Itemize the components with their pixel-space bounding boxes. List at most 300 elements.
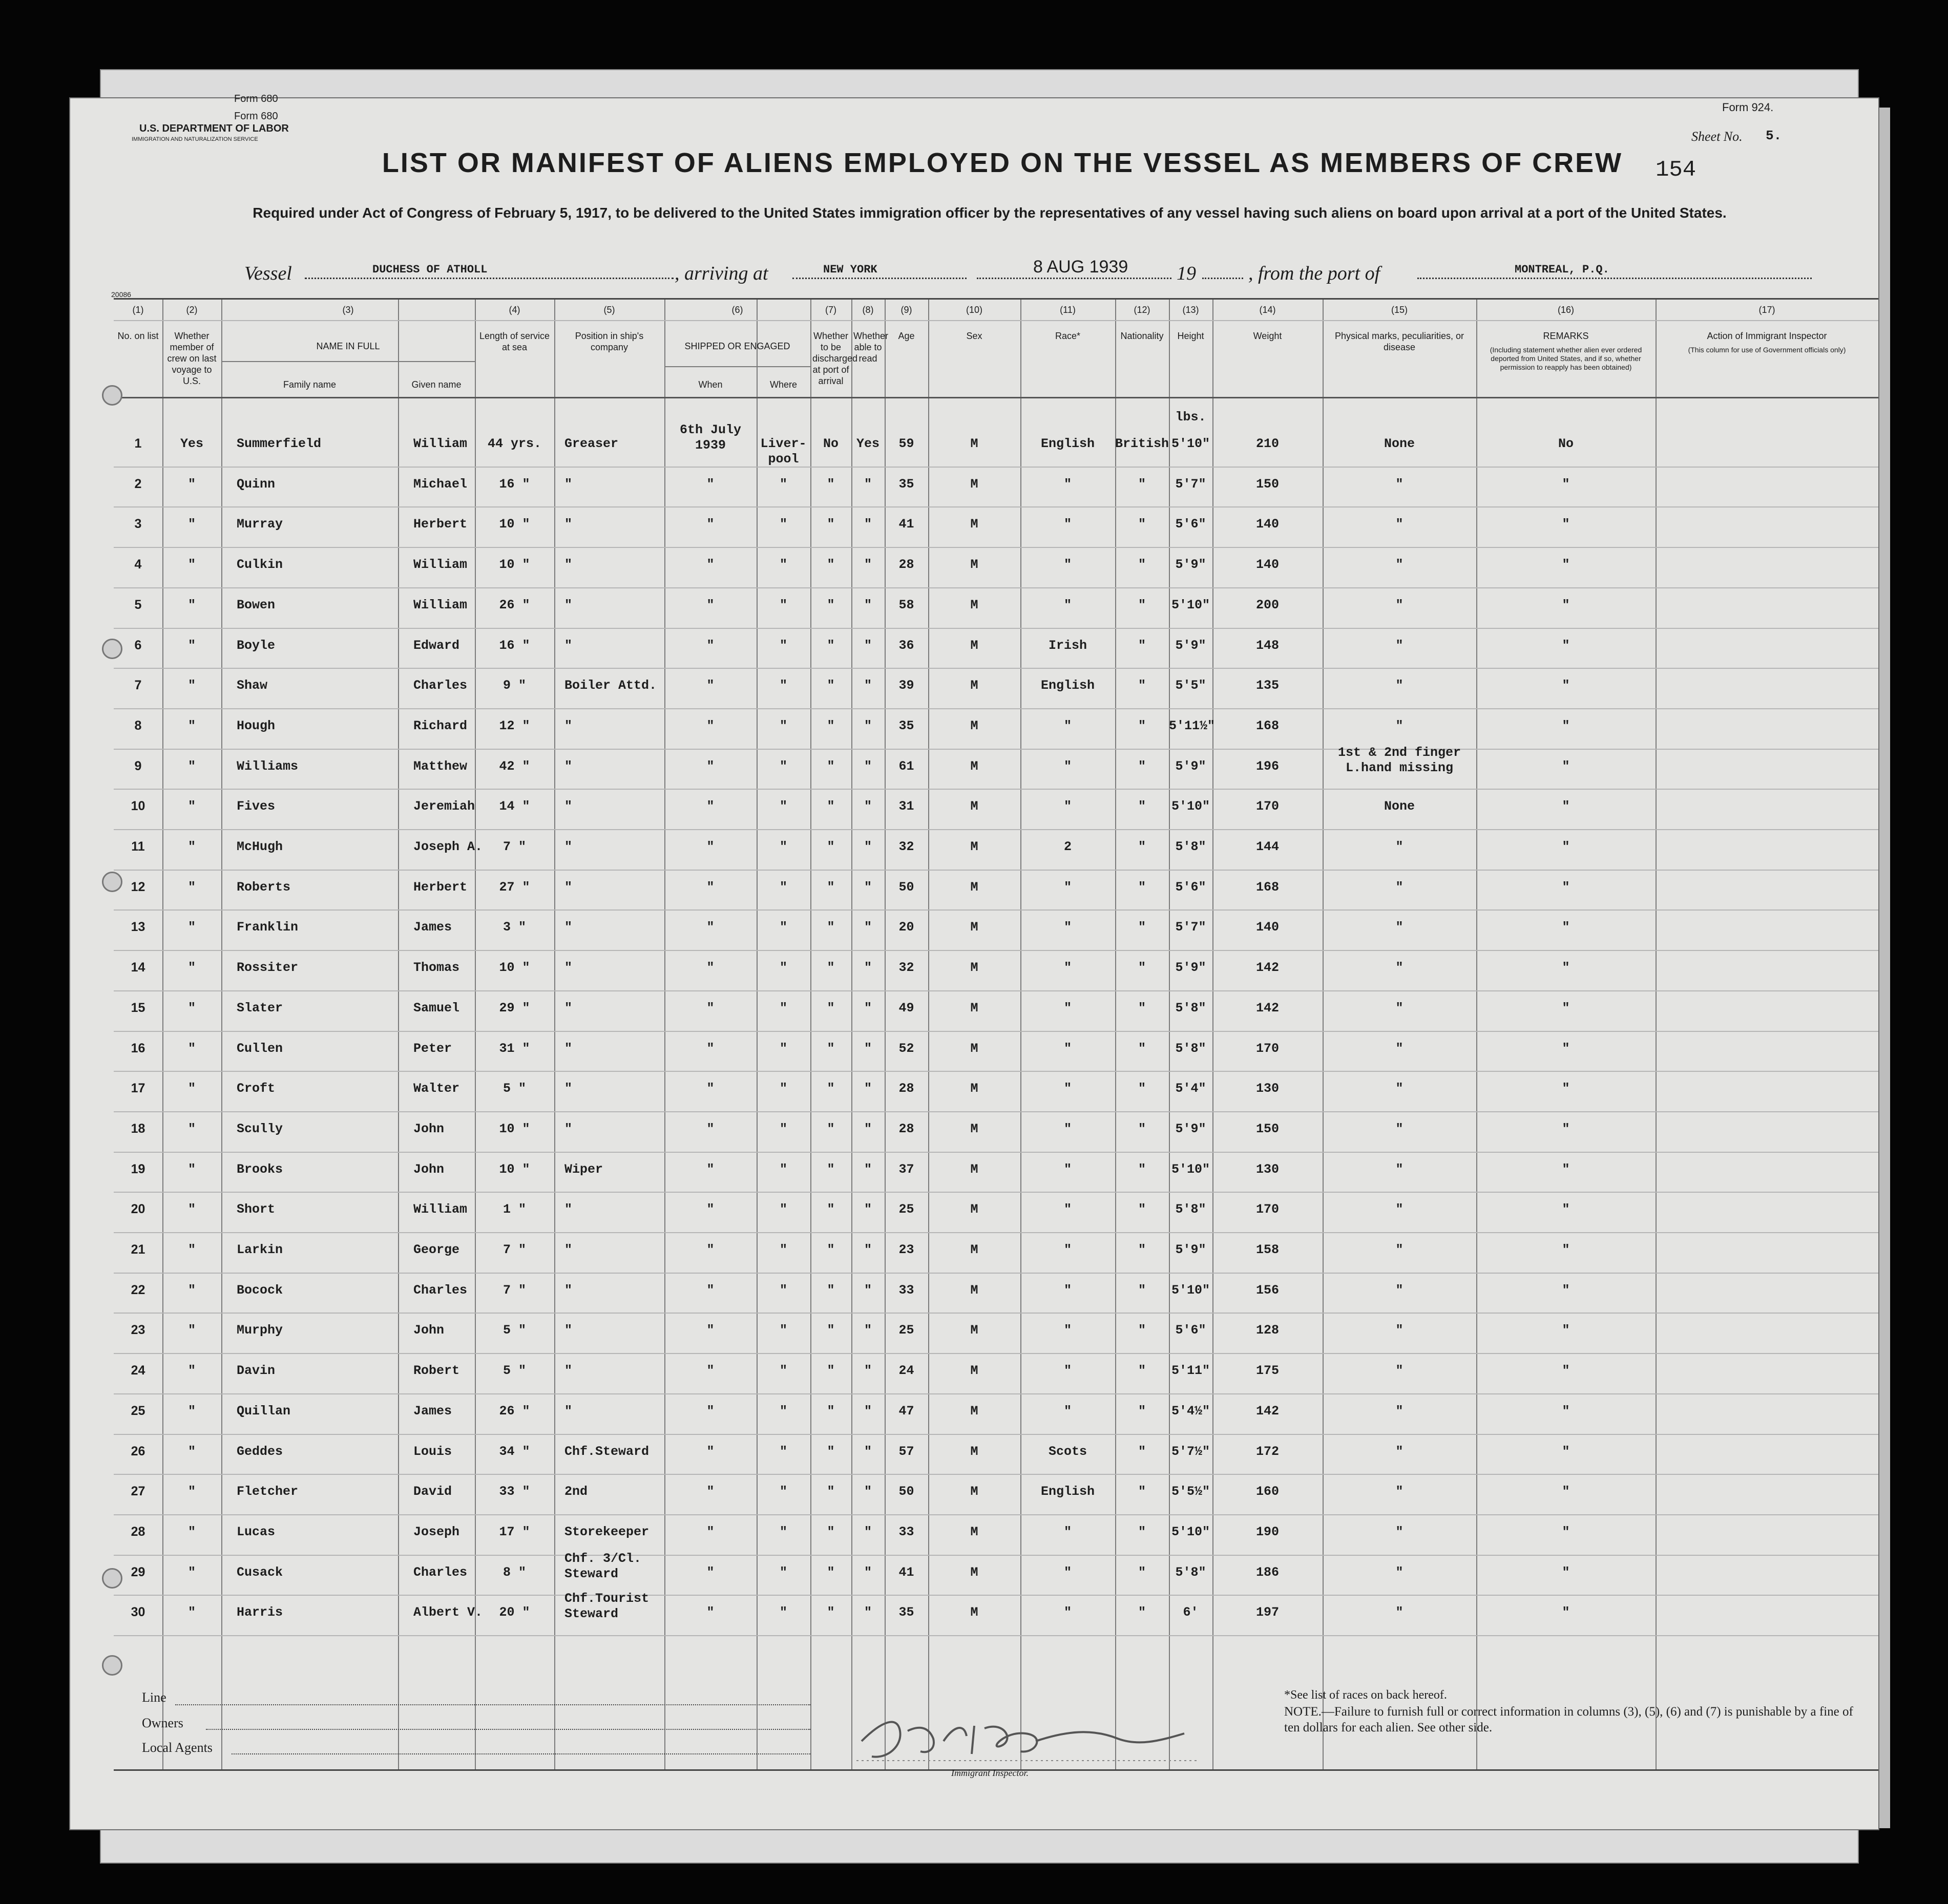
cell-position: " bbox=[564, 1403, 573, 1419]
date-stamp: 8 AUG 1939 bbox=[1033, 257, 1128, 277]
cell-nationality: " bbox=[1138, 879, 1146, 895]
cell-service: 10 " bbox=[499, 517, 530, 532]
cell-family: Hough bbox=[237, 718, 276, 733]
cell-weight: 172 bbox=[1255, 1444, 1279, 1459]
cell-where: " bbox=[779, 1081, 787, 1096]
cell-sex: M bbox=[970, 597, 978, 612]
cell-weight: 142 bbox=[1255, 1403, 1279, 1419]
cell-no: 16 bbox=[131, 1041, 145, 1055]
column-header-c9: Age bbox=[898, 331, 915, 341]
column-header-c7: Whether to be discharged at port of arrival bbox=[812, 331, 858, 386]
cell-race: " bbox=[1063, 1000, 1072, 1016]
cell-discharged: " bbox=[827, 1323, 835, 1338]
table-row bbox=[114, 1514, 1878, 1515]
table-row bbox=[114, 506, 1878, 507]
cell-when: " bbox=[706, 1363, 715, 1379]
cell-height: 5'6" bbox=[1175, 1323, 1206, 1338]
cell-crew: " bbox=[187, 1484, 196, 1499]
column-number-c4: (4) bbox=[509, 305, 520, 315]
cell-crew: " bbox=[187, 839, 196, 854]
cell-height: 5'4" bbox=[1175, 1081, 1206, 1096]
cell-position: " bbox=[564, 1081, 573, 1096]
cell-where: " bbox=[779, 1161, 787, 1177]
cell-read: " bbox=[864, 517, 872, 532]
cell-crew: " bbox=[187, 879, 196, 895]
cell-marks: " bbox=[1395, 1564, 1404, 1580]
cell-given: Charles bbox=[413, 1564, 468, 1580]
table-row bbox=[114, 708, 1878, 709]
cell-nationality: " bbox=[1138, 1403, 1146, 1419]
cell-marks: " bbox=[1395, 597, 1404, 612]
cell-nationality: " bbox=[1138, 1202, 1146, 1217]
cell-age: 61 bbox=[898, 758, 914, 774]
punch-hole bbox=[102, 872, 122, 892]
cell-marks: " bbox=[1395, 879, 1404, 895]
cell-given: Jeremiah bbox=[413, 799, 475, 814]
cell-no: 24 bbox=[131, 1363, 145, 1378]
cell-age: 35 bbox=[898, 1605, 914, 1620]
cell-when: " bbox=[706, 1121, 715, 1136]
column-header-c11: Race* bbox=[1055, 331, 1081, 341]
cell-family: Summerfield bbox=[237, 436, 322, 451]
cell-weight: 130 bbox=[1255, 1161, 1279, 1177]
cell-position: Boiler Attd. bbox=[564, 678, 657, 693]
cell-read: " bbox=[864, 718, 872, 733]
cell-discharged: " bbox=[827, 1242, 835, 1257]
cell-read: " bbox=[864, 960, 872, 976]
cell-age: 35 bbox=[898, 718, 914, 733]
cell-height: 5'9" bbox=[1175, 638, 1206, 653]
cell-nationality: " bbox=[1138, 678, 1146, 693]
cell-age: 28 bbox=[898, 1121, 914, 1136]
cell-where: " bbox=[779, 1564, 787, 1580]
cell-no: 20 bbox=[131, 1202, 145, 1217]
cell-no: 15 bbox=[131, 1000, 145, 1015]
column-number-c8: (8) bbox=[862, 305, 874, 315]
cell-position: " bbox=[564, 597, 573, 612]
cell-race: " bbox=[1063, 920, 1072, 935]
cell-remarks: " bbox=[1562, 557, 1570, 573]
cell-remarks: " bbox=[1562, 758, 1570, 774]
cell-service: 10 " bbox=[499, 1161, 530, 1177]
cell-nationality: British bbox=[1115, 436, 1169, 451]
cell-where: " bbox=[779, 597, 787, 612]
cell-race: " bbox=[1063, 597, 1072, 612]
cell-height: 6' bbox=[1183, 1605, 1199, 1620]
cell-read: " bbox=[864, 638, 872, 653]
cell-marks: " bbox=[1395, 638, 1404, 653]
cell-remarks: " bbox=[1562, 1363, 1570, 1379]
cell-discharged: " bbox=[827, 1444, 835, 1459]
cell-race: 2 bbox=[1063, 839, 1072, 854]
cell-family: McHugh bbox=[237, 839, 283, 854]
cell-height: 5'10" bbox=[1171, 436, 1210, 451]
cell-age: 25 bbox=[898, 1323, 914, 1338]
cell-read: " bbox=[864, 557, 872, 573]
cell-where: " bbox=[779, 1242, 787, 1257]
cell-where: " bbox=[779, 1323, 787, 1338]
cell-family: Culkin bbox=[237, 557, 283, 573]
column-number-c2: (2) bbox=[186, 305, 198, 315]
column-number-c13: (13) bbox=[1182, 305, 1199, 315]
cell-height: 5'8" bbox=[1175, 1000, 1206, 1016]
cell-family: Roberts bbox=[237, 879, 291, 895]
cell-nationality: " bbox=[1138, 1282, 1146, 1298]
cell-marks: " bbox=[1395, 1484, 1404, 1499]
cell-no: 9 bbox=[134, 758, 142, 773]
cell-given: Michael bbox=[413, 476, 468, 492]
cell-nationality: " bbox=[1138, 718, 1146, 733]
cell-read: Yes bbox=[856, 436, 879, 451]
year-label: 19 bbox=[1177, 263, 1196, 284]
cell-no: 7 bbox=[134, 678, 142, 693]
cell-no: 5 bbox=[134, 597, 142, 612]
table-row bbox=[114, 1353, 1878, 1354]
cell-remarks: " bbox=[1562, 1041, 1570, 1056]
when-header: When bbox=[698, 379, 723, 390]
cell-nationality: " bbox=[1138, 839, 1146, 854]
cell-discharged: " bbox=[827, 799, 835, 814]
cell-where: " bbox=[779, 758, 787, 774]
cell-sex: M bbox=[970, 1444, 978, 1459]
cell-discharged: " bbox=[827, 638, 835, 653]
cell-sex: M bbox=[970, 517, 978, 532]
cell-remarks: " bbox=[1562, 718, 1570, 733]
cell-height: 5'8" bbox=[1175, 1564, 1206, 1580]
cell-height: 5'10" bbox=[1171, 597, 1210, 612]
cell-weight: 142 bbox=[1255, 960, 1279, 976]
cell-nationality: " bbox=[1138, 1000, 1146, 1016]
cell-marks: None bbox=[1384, 436, 1415, 451]
cell-no: 29 bbox=[131, 1564, 145, 1579]
cell-given: Matthew bbox=[413, 758, 468, 774]
cell-when: " bbox=[706, 517, 715, 532]
cell-weight: 170 bbox=[1255, 1041, 1279, 1056]
cell-sex: M bbox=[970, 1121, 978, 1136]
cell-no: 27 bbox=[131, 1484, 145, 1499]
table-row bbox=[114, 1474, 1878, 1475]
table-row bbox=[114, 749, 1878, 750]
cell-marks: " bbox=[1395, 1202, 1404, 1217]
cell-no: 17 bbox=[131, 1081, 145, 1096]
cell-service: 33 " bbox=[499, 1484, 530, 1499]
cell-position: Chf.Tourist Steward bbox=[564, 1591, 650, 1622]
cell-weight: 196 bbox=[1255, 758, 1279, 774]
cell-crew: " bbox=[187, 1282, 196, 1298]
cell-read: " bbox=[864, 1363, 872, 1379]
cell-family: Fives bbox=[237, 799, 276, 814]
cell-height: 5'11" bbox=[1171, 1363, 1210, 1379]
cell-when: " bbox=[706, 1000, 715, 1016]
table-row bbox=[114, 1595, 1878, 1596]
required-statement: Required under Act of Congress of February 5, 1917, to be delivered to the United States immigration officer by the representatives of any vessel having such aliens on board upon arrival at a port of the United States. bbox=[253, 205, 1727, 221]
cell-race: Irish bbox=[1048, 638, 1087, 653]
cell-read: " bbox=[864, 879, 872, 895]
cell-race: " bbox=[1063, 718, 1072, 733]
cell-read: " bbox=[864, 1605, 872, 1620]
cell-age: 41 bbox=[898, 1564, 914, 1580]
cell-crew: " bbox=[187, 960, 196, 976]
cell-race: " bbox=[1063, 476, 1072, 492]
cell-service: 3 " bbox=[502, 920, 526, 935]
cell-service: 44 yrs. bbox=[487, 436, 542, 451]
cell-where: " bbox=[779, 1403, 787, 1419]
cell-when: " bbox=[706, 718, 715, 733]
table-row bbox=[114, 1031, 1878, 1032]
cell-service: 7 " bbox=[502, 1282, 526, 1298]
cell-no: 19 bbox=[131, 1161, 145, 1176]
cell-given: Robert bbox=[413, 1363, 460, 1379]
cell-where: " bbox=[779, 517, 787, 532]
cell-when: " bbox=[706, 1323, 715, 1338]
cell-sex: M bbox=[970, 839, 978, 854]
cell-family: Rossiter bbox=[237, 960, 299, 976]
cell-age: 49 bbox=[898, 1000, 914, 1016]
cell-no: 12 bbox=[131, 879, 145, 894]
cell-age: 59 bbox=[898, 436, 914, 451]
cell-discharged: " bbox=[827, 1161, 835, 1177]
column-number-c14: (14) bbox=[1259, 305, 1276, 315]
cell-service: 31 " bbox=[499, 1041, 530, 1056]
stamp-code: 20086 bbox=[111, 290, 131, 299]
cell-weight: 210 bbox=[1255, 436, 1279, 451]
arriving-label: , arriving at bbox=[675, 263, 768, 284]
cell-race: Scots bbox=[1048, 1444, 1087, 1459]
cell-position: Chf.Steward bbox=[564, 1444, 650, 1459]
cell-crew: " bbox=[187, 1242, 196, 1257]
cell-remarks: " bbox=[1562, 678, 1570, 693]
cell-when: " bbox=[706, 1081, 715, 1096]
cell-marks: " bbox=[1395, 1000, 1404, 1016]
cell-read: " bbox=[864, 1041, 872, 1056]
cell-read: " bbox=[864, 758, 872, 774]
cell-marks: " bbox=[1395, 517, 1404, 532]
cell-weight: 197 bbox=[1255, 1605, 1279, 1620]
cell-marks: " bbox=[1395, 1323, 1404, 1338]
cell-family: Cullen bbox=[237, 1041, 283, 1056]
cell-service: 42 " bbox=[499, 758, 530, 774]
cell-service: 10 " bbox=[499, 960, 530, 976]
cell-read: " bbox=[864, 799, 872, 814]
cell-position: " bbox=[564, 1363, 573, 1379]
given-name-header: Given name bbox=[411, 379, 462, 390]
cell-weight: 160 bbox=[1255, 1484, 1279, 1499]
cell-discharged: " bbox=[827, 678, 835, 693]
form-number-right: Form 924. bbox=[1722, 101, 1774, 114]
cell-age: 50 bbox=[898, 1484, 914, 1499]
cell-given: Peter bbox=[413, 1041, 452, 1056]
cell-age: 23 bbox=[898, 1242, 914, 1257]
cell-age: 41 bbox=[898, 517, 914, 532]
cell-race: " bbox=[1063, 1403, 1072, 1419]
cell-given: Joseph A. bbox=[413, 839, 483, 854]
cell-no: 10 bbox=[131, 799, 145, 814]
column-number-c9: (9) bbox=[900, 305, 912, 315]
cell-weight: 190 bbox=[1255, 1524, 1279, 1539]
cell-no: 18 bbox=[131, 1121, 145, 1136]
cell-height: 5'9" bbox=[1175, 758, 1206, 774]
column-subheader-c16: (Including statement whether alien ever ordered deported from United States, and if so, whether permission to reapply has been obtained) bbox=[1490, 346, 1642, 371]
cell-where: " bbox=[779, 1041, 787, 1056]
cell-remarks: " bbox=[1562, 1081, 1570, 1096]
cell-no: 2 bbox=[134, 476, 142, 491]
cell-position: " bbox=[564, 1202, 573, 1217]
table-row bbox=[114, 668, 1878, 669]
back-form-label: Form 680 bbox=[234, 93, 278, 104]
cell-race: " bbox=[1063, 1041, 1072, 1056]
table-row bbox=[114, 1111, 1878, 1112]
cell-service: 16 " bbox=[499, 476, 530, 492]
cell-height: 5'9" bbox=[1175, 1242, 1206, 1257]
cell-marks: " bbox=[1395, 557, 1404, 573]
column-number-c17: (17) bbox=[1758, 305, 1775, 315]
cell-sex: M bbox=[970, 1202, 978, 1217]
cell-marks: 1st & 2nd finger L.hand missing bbox=[1337, 745, 1461, 775]
cell-when: " bbox=[706, 839, 715, 854]
cell-family: Murray bbox=[237, 517, 283, 532]
cell-position: " bbox=[564, 1242, 573, 1257]
cell-no: 3 bbox=[134, 517, 142, 532]
table-row bbox=[114, 547, 1878, 548]
cell-family: Williams bbox=[237, 758, 299, 774]
cell-family: Franklin bbox=[237, 920, 299, 935]
owners-label: Owners bbox=[142, 1716, 183, 1730]
cell-no: 28 bbox=[131, 1524, 145, 1539]
cell-marks: " bbox=[1395, 1363, 1404, 1379]
cell-weight: 130 bbox=[1255, 1081, 1279, 1096]
cell-crew: " bbox=[187, 1323, 196, 1338]
column-number-c3: (3) bbox=[342, 305, 354, 315]
cell-age: 39 bbox=[898, 678, 914, 693]
cell-crew: " bbox=[187, 1363, 196, 1379]
cell-age: 24 bbox=[898, 1363, 914, 1379]
cell-position: " bbox=[564, 557, 573, 573]
cell-weight: 150 bbox=[1255, 1121, 1279, 1136]
cell-where: " bbox=[779, 1000, 787, 1016]
cell-family: Shaw bbox=[237, 678, 268, 693]
cell-when: " bbox=[706, 1484, 715, 1499]
column-divider bbox=[554, 300, 555, 1769]
cell-family: Short bbox=[237, 1202, 276, 1217]
cell-height: 5'6" bbox=[1175, 879, 1206, 895]
cell-given: William bbox=[413, 1202, 468, 1217]
cell-sex: M bbox=[970, 436, 978, 451]
cell-sex: M bbox=[970, 1323, 978, 1338]
cell-weight: 148 bbox=[1255, 638, 1279, 653]
cell-position: Greaser bbox=[564, 436, 619, 451]
cell-age: 37 bbox=[898, 1161, 914, 1177]
cell-service: 8 " bbox=[502, 1564, 526, 1580]
cell-position: " bbox=[564, 839, 573, 854]
cell-race: English bbox=[1040, 436, 1095, 451]
cell-family: Davin bbox=[237, 1363, 276, 1379]
cell-read: " bbox=[864, 839, 872, 854]
cell-where: " bbox=[779, 1363, 787, 1379]
column-header-c1: No. on list bbox=[117, 331, 159, 341]
cell-weight: 144 bbox=[1255, 839, 1279, 854]
cell-given: Walter bbox=[413, 1081, 460, 1096]
cell-weight: 158 bbox=[1255, 1242, 1279, 1257]
cell-service: 16 " bbox=[499, 638, 530, 653]
cell-service: 5 " bbox=[502, 1363, 526, 1379]
column-header-c4: Length of service at sea bbox=[479, 331, 550, 352]
cell-position: " bbox=[564, 1323, 573, 1338]
cell-when: " bbox=[706, 557, 715, 573]
cell-where: " bbox=[779, 1444, 787, 1459]
cell-remarks: " bbox=[1562, 1564, 1570, 1580]
cell-family: Bowen bbox=[237, 597, 276, 612]
cell-when: " bbox=[706, 1041, 715, 1056]
cell-remarks: " bbox=[1562, 1242, 1570, 1257]
cell-sex: M bbox=[970, 1484, 978, 1499]
table-row bbox=[114, 950, 1878, 951]
cell-family: Murphy bbox=[237, 1323, 283, 1338]
cell-service: 27 " bbox=[499, 879, 530, 895]
cell-race: " bbox=[1063, 799, 1072, 814]
cell-service: 26 " bbox=[499, 597, 530, 612]
vessel-line bbox=[244, 257, 1812, 288]
cell-age: 57 bbox=[898, 1444, 914, 1459]
cell-service: 10 " bbox=[499, 1121, 530, 1136]
cell-crew: " bbox=[187, 1041, 196, 1056]
cell-race: " bbox=[1063, 1363, 1072, 1379]
cell-service: 7 " bbox=[502, 1242, 526, 1257]
cell-given: Charles bbox=[413, 1282, 468, 1298]
cell-nationality: " bbox=[1138, 517, 1146, 532]
cell-given: Edward bbox=[413, 638, 460, 653]
cell-crew: " bbox=[187, 1564, 196, 1580]
cell-height: 5'10" bbox=[1171, 1161, 1210, 1177]
column-header-c17: Action of Immigrant Inspector bbox=[1707, 331, 1827, 341]
cell-remarks: " bbox=[1562, 1121, 1570, 1136]
cell-remarks: " bbox=[1562, 476, 1570, 492]
cell-crew: " bbox=[187, 758, 196, 774]
cell-discharged: " bbox=[827, 1282, 835, 1298]
local-agents-label: Local Agents bbox=[142, 1740, 213, 1755]
cell-given: John bbox=[413, 1161, 445, 1177]
cell-discharged: " bbox=[827, 557, 835, 573]
cell-crew: " bbox=[187, 1444, 196, 1459]
cell-read: " bbox=[864, 1564, 872, 1580]
table-row bbox=[114, 1313, 1878, 1314]
cell-marks: " bbox=[1395, 839, 1404, 854]
departure-port: MONTREAL, P.Q. bbox=[1515, 263, 1609, 276]
cell-weight: 150 bbox=[1255, 476, 1279, 492]
cell-read: " bbox=[864, 1323, 872, 1338]
cell-sex: M bbox=[970, 1524, 978, 1539]
vessel-name: DUCHESS OF ATHOLL bbox=[372, 263, 488, 276]
table-row bbox=[114, 467, 1878, 468]
sheet-number: 5. bbox=[1766, 128, 1782, 143]
cell-service: 26 " bbox=[499, 1403, 530, 1419]
cell-read: " bbox=[864, 1524, 872, 1539]
cell-weight: 168 bbox=[1255, 718, 1279, 733]
cell-nationality: " bbox=[1138, 638, 1146, 653]
cell-where: " bbox=[779, 718, 787, 733]
cell-height: 5'7½" bbox=[1171, 1444, 1210, 1459]
cell-weight: 170 bbox=[1255, 799, 1279, 814]
column-header-c12: Nationality bbox=[1120, 331, 1164, 341]
cell-family: Harris bbox=[237, 1605, 283, 1620]
cell-remarks: " bbox=[1562, 839, 1570, 854]
cell-weight: 170 bbox=[1255, 1202, 1279, 1217]
cell-crew: " bbox=[187, 799, 196, 814]
table-row bbox=[114, 628, 1878, 629]
column-divider bbox=[398, 300, 399, 1769]
cell-no: 8 bbox=[134, 718, 142, 733]
cell-read: " bbox=[864, 1282, 872, 1298]
cell-position: Chf. 3/Cl. Steward bbox=[564, 1551, 642, 1581]
